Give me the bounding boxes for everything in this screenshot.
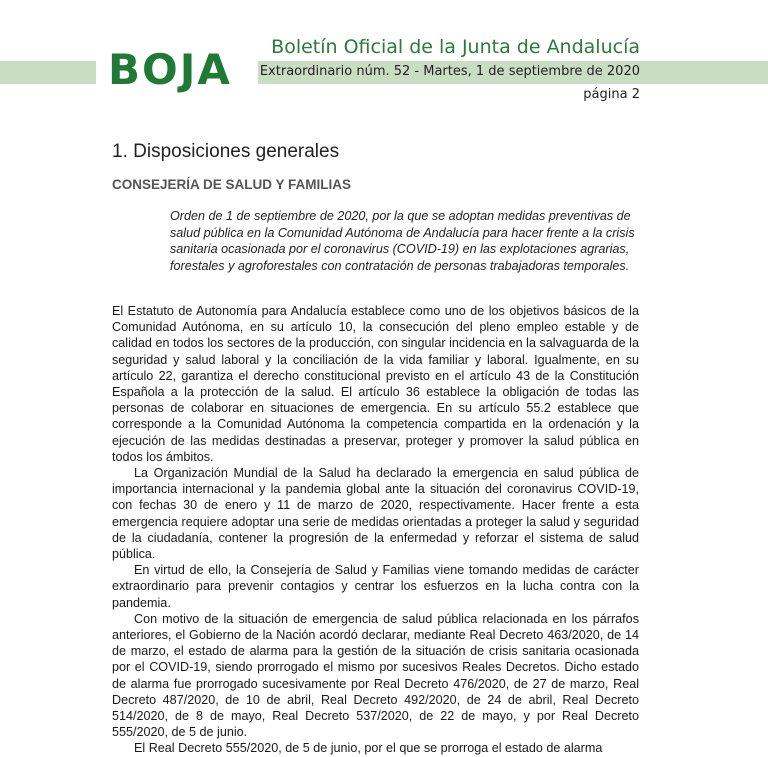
ministry-heading: CONSEJERÍA DE SALUD Y FAMILIAS [112,177,352,192]
issue-info: Extraordinario núm. 52 - Martes, 1 de septiembre de 2020 [259,64,640,79]
order-summary: Orden de 1 de septiembre de 2020, por la que se adoptan medidas preventivas de salud pública en la Comunidad Autónoma de Andalucía para hacer frente a la crisis sanitaria ocasionada por el coronavirus (COVID-19) en las explotaciones agrarias, forestales y agroforestales con contratación de personas trabajadoras temporales. [170,209,635,273]
section-title: 1. Disposiciones generales [112,141,340,162]
document-body [112,303,639,757]
paragraph: Con motivo de la situación de emergencia de salud pública relacionada en los párrafos anteriores, el Gobierno de la Nación acordó declarar, mediante Real Decreto 463/2020, de 14 de marzo, el estado de alarma para la gestión de la situación de crisis sanitaria ocasionada por el COVID-19, siendo prorrogado el mismo por sucesivos Reales Decretos. Dicho estado de alarma fue prorrogado sucesivamente por Real Decreto 476/2020, de 27 de marzo, Real Decreto 487/2020, de 10 de abril, Real Decreto 492/2020, de 24 de abril, Real Decreto 514/2020, de 8 de mayo, Real Decreto 537/2020, de 22 de mayo, y por Real Decreto 555/2020, de 5 de junio. [112,611,639,740]
boja-logo: BOJA [108,45,232,94]
bulletin-title: Boletín Oficial de la Junta de Andalucía [271,36,640,58]
header-band-left [0,61,96,84]
page-number: página 2 [583,87,640,102]
paragraph: La Organización Mundial de la Salud ha declarado la emergencia en salud pública de importancia internacional y la pandemia global ante la situación del coronavirus COVID-19, con fechas 30 de enero y 11 de marzo de 2020, respectivamente. Hacer frente a esta emergencia requiere adoptar una serie de medidas orientadas a proteger la salud y seguridad de la ciudadanía, contener la progresión de la enfermedad y reforzar el sistema de salud pública. [112,466,639,562]
paragraph: El Estatuto de Autonomía para Andalucía establece como uno de los objetivos básicos de la Comunidad Autónoma, en su artículo 10, la consecución del pleno empleo estable y de calidad en todos los sectores de la producción, con singular incidencia en la salvaguarda de la seguridad y salud laboral y la conciliación de la vida familiar y laboral. Igualmente, en su artículo 22, garantiza el derecho constitucional previsto en el artículo 43 de la Constitución Española a la protección de la salud. El artículo 36 establece la obligación de todas las personas de colaborar en situaciones de emergencia. En su artículo 55.2 establece que corresponde a la Comunidad Autónoma la competencia compartida en la ordenación y la ejecución de las medidas destinadas a preservar, proteger y promover la salud pública en todos los ámbitos. [112,304,639,464]
paragraph: En virtud de ello, la Consejería de Salud y Familias viene tomando medidas de carácter extraordinario para prevenir contagios y centrar los esfuerzos en la lucha contra con la pandemia. [112,563,639,610]
paragraph: El Real Decreto 555/2020, de 5 de junio, por el que se prorroga el estado de alarma [134,741,603,756]
